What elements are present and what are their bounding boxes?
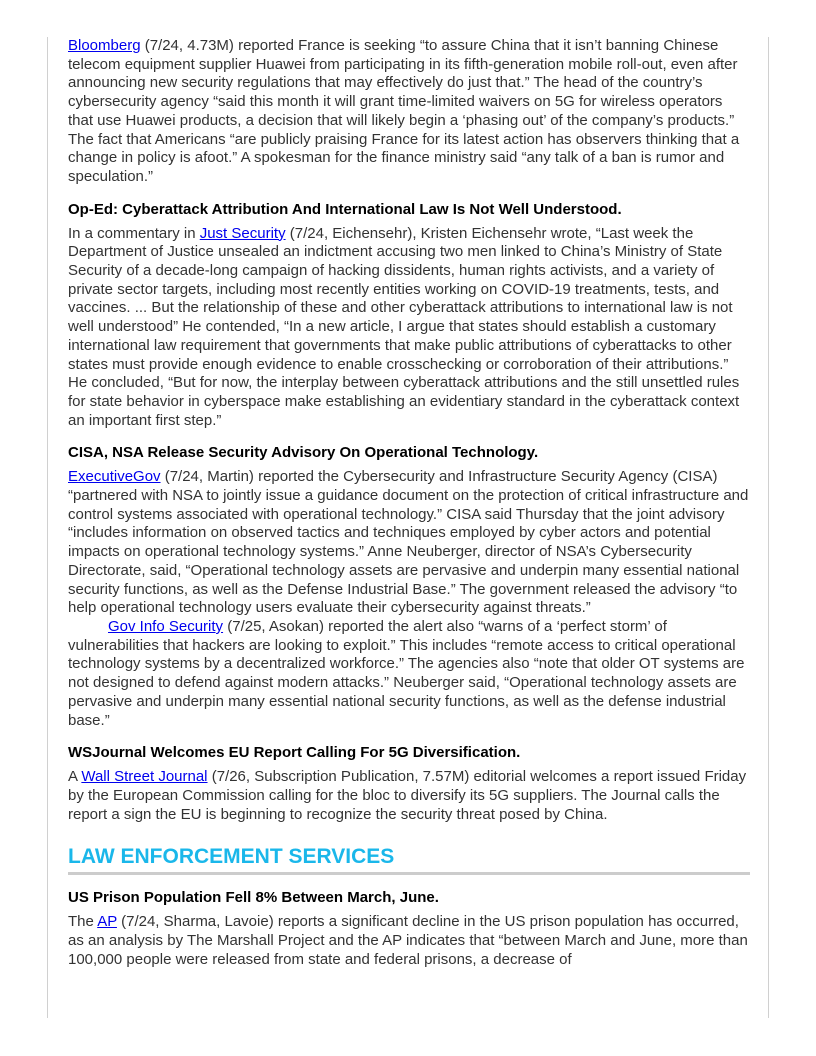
article-paragraph (68, 225, 750, 431)
right-border (768, 37, 769, 1018)
source-link[interactable]: Just Security (199, 224, 286, 242)
article-paragraph (68, 768, 750, 824)
article-cisa-nsa (68, 444, 750, 730)
article-paragraph (68, 913, 750, 969)
source-link[interactable]: Gov Info Security (108, 617, 224, 635)
section-heading: LAW ENFORCEMENT SERVICES (68, 844, 750, 875)
left-border (47, 37, 48, 1018)
article-headline: Op-Ed: Cyberattack Attribution And International Law Is Not Well Understood. (68, 200, 622, 218)
paragraph-text: In a commentary in (68, 224, 200, 242)
article-paragraph (68, 37, 750, 187)
article-headline: WSJournal Welcomes EU Report Calling For 5G Diversification. (68, 744, 521, 762)
article-cyberattack-attribution (68, 201, 750, 431)
article-paragraph (68, 618, 750, 730)
newsletter-content (68, 37, 750, 969)
article-headline: CISA, NSA Release Security Advisory On Operational Technology. (68, 444, 539, 462)
paragraph-text: The (68, 913, 98, 931)
paragraph-text: (7/24, 4.73M) reported France is seeking “to assure China that it isn’t banning Chinese telecom equipment supplier Huawei from participating in its fifth-generation mobile roll-out, even after announcing new security regulations that may effectively do just that.” The head of the country’s cybersecurity agency “said this month it will grant time-limited waivers on 5G for wireless operators that use Huawei products, a decision that will likely begin a ‘phasing out’ of the company’s products.” The fact that Americans “are publicly praising France for its latest action has observers thinking that a change in policy is afoot.” A spokesman for the finance ministry said “any talk of a ban is rumor and speculation.” (68, 37, 740, 185)
source-link[interactable]: AP (97, 913, 117, 931)
article-bloomberg-huawei (68, 37, 750, 187)
article-prison-population (68, 889, 750, 969)
paragraph-text: A (68, 768, 82, 786)
paragraph-text: (7/24, Sharma, Lavoie) reports a significant decline in the US prison population has occurred, as an analysis by The Marshall Project and the AP indicates that “between March and June, more than 100,000 people were released from state and federal prisons, a decrease of (68, 913, 748, 968)
article-paragraph (68, 468, 750, 618)
paragraph-text: (7/24, Eichensehr), Kristen Eichensehr wrote, “Last week the Department of Justice unsealed an indictment accusing two men linked to China’s Ministry of State Security of a decade-long campaign of hacking dissidents, human rights activists, and a variety of private sector targets, including most recently entities working on COVID-19 treatments, tests, and vaccines. ... But the relationship of these and other cyberattack attributions to international law is not well understood” He contended, “In a new article, I argue that states should establish a customary international law requirement that governments that make public attributions of cyberattacks to other states must provide enough evidence to enable crosschecking or corroboration of their attributions.” He concluded, “But for now, the interplay between cyberattack attributions and the still unsettled rules for state behavior in cyberspace make establishing an evidentiary standard in the cyberattack context an important first step.” (68, 224, 740, 429)
paragraph-text: (7/24, Martin) reported the Cybersecurity and Infrastructure Security Agency (CISA) “partnered with NSA to jointly issue a guidance document on the protection of critical infrastructure and control systems associated with operational technology.” CISA said Thursday that the joint advisory “includes information on observed tactics and techniques employed by cyber actors and potential impacts on operational technology systems.” Anne Neuberger, director of NSA’s Cybersecurity Directorate, said, “Operational technology assets are pervasive and underpin many essential national security functions, as well as the Defense Industrial Base.” The government released the advisory “to help operational technology users evaluate their cybersecurity against threats.” (68, 468, 749, 617)
paragraph-text: (7/25, Asokan) reported the alert also “warns of a ‘perfect storm’ of vulnerabilities that hackers are looking to exploit.” This includes “remote access to critical operational technology systems by a decentralized workforce.” The agencies also “note that older OT systems are not designed to defend against modern attacks.” Neuberger said, “Operational technology assets are pervasive and underpin many essential national security functions, as well as the defense industrial base.” (68, 617, 745, 729)
article-headline: US Prison Population Fell 8% Between March, June. (68, 889, 439, 907)
source-link[interactable]: ExecutiveGov (68, 468, 161, 486)
article-wsj-5g (68, 744, 750, 824)
source-link[interactable]: Bloomberg (68, 37, 141, 54)
source-link[interactable]: Wall Street Journal (81, 768, 208, 786)
paragraph-text: (7/26, Subscription Publication, 7.57M) editorial welcomes a report issued Friday by the European Commission calling for the bloc to diversify its 5G suppliers. The Journal calls the report a sign the EU is beginning to recognize the security threat posed by China. (68, 768, 747, 823)
